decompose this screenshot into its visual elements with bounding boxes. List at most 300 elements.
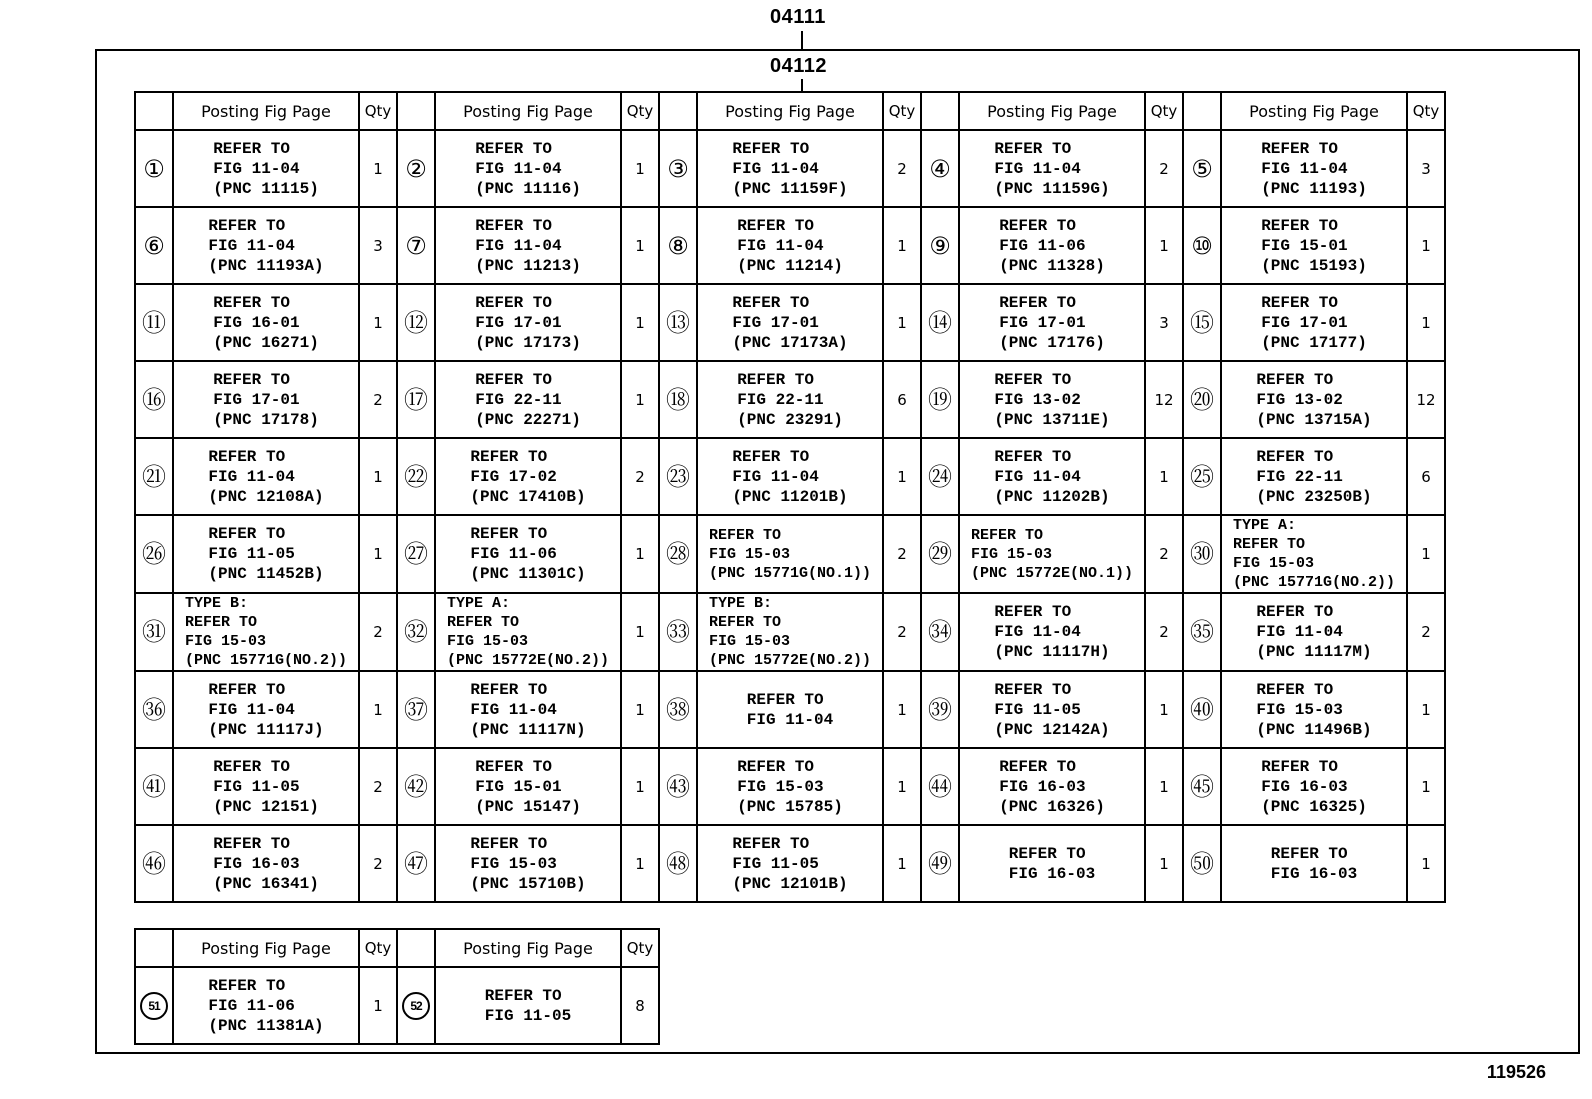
- posting-fig-page-cell: [959, 130, 1145, 207]
- reference-text: REFER TO FIG 11-04 (PNC 11193A): [208, 216, 324, 275]
- qty-cell: 1: [621, 825, 659, 902]
- qty-cell: 6: [1407, 438, 1445, 515]
- posting-fig-page-cell: [435, 515, 621, 593]
- item-number-badge: ⑱: [666, 385, 690, 414]
- item-number-badge: ⑨: [929, 231, 951, 260]
- header-qty: Qty: [621, 92, 659, 130]
- item-number-cell: [921, 130, 959, 207]
- posting-fig-page-cell: [435, 671, 621, 748]
- qty-cell: 1: [883, 671, 921, 748]
- qty-cell: 1: [1145, 207, 1183, 284]
- posting-fig-page-cell: [697, 515, 883, 593]
- item-number-badge: ㊹: [928, 772, 952, 801]
- posting-fig-page-cell: [173, 207, 359, 284]
- item-number-badge: ⑰: [404, 385, 428, 414]
- posting-fig-page-cell: [173, 671, 359, 748]
- qty-cell: 1: [359, 438, 397, 515]
- qty-cell: 2: [1145, 130, 1183, 207]
- item-number-cell: [397, 593, 435, 671]
- reference-text: REFER TO FIG 11-04 (PNC 11214): [737, 216, 843, 275]
- posting-fig-page-cell: [1221, 515, 1407, 593]
- item-number-badge: ③: [667, 154, 689, 183]
- item-number-cell: [659, 130, 697, 207]
- header-number-cell: [921, 92, 959, 130]
- reference-text: REFER TO FIG 11-04 (PNC 11117J): [208, 680, 324, 739]
- reference-text: REFER TO FIG 11-04 (PNC 11213): [475, 216, 581, 275]
- extra-parts-table: [134, 928, 660, 1045]
- qty-cell: 2: [1407, 593, 1445, 671]
- reference-text: REFER TO FIG 22-11 (PNC 23250B): [1256, 447, 1372, 506]
- header-number-cell: [659, 92, 697, 130]
- reference-text: REFER TO FIG 11-05 (PNC 11452B): [208, 525, 324, 583]
- table-row: [135, 361, 1445, 438]
- item-number-cell: [659, 593, 697, 671]
- qty-cell: 1: [621, 130, 659, 207]
- table-row: [135, 671, 1445, 748]
- item-number-badge: ㊾: [928, 849, 952, 878]
- reference-text: REFER TO FIG 11-04 (PNC 11117M): [1256, 603, 1372, 661]
- table-row: [135, 130, 1445, 207]
- qty-cell: 2: [1145, 515, 1183, 593]
- item-number-badge: ⑮: [1190, 308, 1214, 337]
- item-number-badge: ㊶: [142, 772, 166, 801]
- item-number-badge: ㊼: [404, 849, 428, 878]
- qty-cell: 2: [359, 361, 397, 438]
- item-number-badge: ㉛: [142, 618, 166, 646]
- item-number-badge: ㊷: [404, 772, 428, 801]
- posting-fig-page-cell: [697, 671, 883, 748]
- reference-text: REFER TO FIG 16-01 (PNC 16271): [213, 293, 319, 352]
- header-qty: Qty: [359, 929, 397, 967]
- item-number-cell: [1183, 671, 1221, 748]
- item-number-cell: [659, 284, 697, 361]
- qty-cell: 12: [1145, 361, 1183, 438]
- posting-fig-page-cell: [959, 438, 1145, 515]
- item-number-cell: [135, 284, 173, 361]
- posting-fig-page-cell: [697, 438, 883, 515]
- item-number-cell: [397, 284, 435, 361]
- qty-cell: 1: [1145, 438, 1183, 515]
- item-number-badge: ㊻: [142, 849, 166, 878]
- posting-fig-page-cell: [173, 593, 359, 671]
- item-number-badge: ㊱: [142, 695, 166, 724]
- item-number-badge: ⑦: [405, 231, 427, 260]
- item-number-badge: ㉒: [404, 462, 428, 491]
- posting-fig-page-cell: [435, 748, 621, 825]
- item-number-badge: ⑤: [1191, 154, 1213, 183]
- posting-fig-page-cell: [959, 515, 1145, 593]
- reference-text: REFER TO FIG 15-03 (PNC 11496B): [1256, 680, 1372, 739]
- item-number-cell: [397, 361, 435, 438]
- qty-cell: 1: [883, 284, 921, 361]
- qty-cell: 1: [883, 207, 921, 284]
- reference-text: REFER TO FIG 15-03 (PNC 15710B): [470, 834, 586, 893]
- posting-fig-page-cell: [697, 593, 883, 671]
- item-number-cell: [1183, 515, 1221, 593]
- qty-cell: 2: [883, 593, 921, 671]
- posting-fig-page-cell: [697, 207, 883, 284]
- header-posting-fig-page: Posting Fig Page: [697, 92, 883, 130]
- item-number-badge: ⑥: [143, 231, 165, 260]
- qty-cell: 1: [621, 207, 659, 284]
- qty-cell: 2: [359, 825, 397, 902]
- item-number-cell: [1183, 438, 1221, 515]
- posting-fig-page-cell: [959, 284, 1145, 361]
- item-number-cell: [659, 438, 697, 515]
- reference-text: REFER TO FIG 11-06 (PNC 11381A): [208, 976, 324, 1035]
- posting-fig-page-cell: [959, 593, 1145, 671]
- qty-cell: 3: [1407, 130, 1445, 207]
- reference-text: REFER TO FIG 13-02 (PNC 13715A): [1256, 370, 1372, 429]
- reference-text: REFER TO FIG 22-11 (PNC 23291): [737, 370, 843, 429]
- posting-fig-page-cell: [959, 207, 1145, 284]
- reference-text: REFER TO FIG 15-03 (PNC 15785): [737, 757, 843, 816]
- qty-cell: 1: [1407, 207, 1445, 284]
- header-number-cell: [135, 92, 173, 130]
- reference-text: REFER TO FIG 11-04 (PNC 11201B): [732, 447, 848, 506]
- qty-cell: 1: [883, 825, 921, 902]
- posting-fig-page-cell: [1221, 361, 1407, 438]
- qty-cell: 2: [883, 130, 921, 207]
- posting-fig-page-cell: [435, 361, 621, 438]
- posting-fig-page-cell: [697, 361, 883, 438]
- posting-fig-page-cell: [435, 207, 621, 284]
- qty-cell: 1: [621, 284, 659, 361]
- item-number-cell: [659, 207, 697, 284]
- posting-fig-page-cell: [1221, 671, 1407, 748]
- posting-fig-page-cell: [959, 748, 1145, 825]
- header-qty: Qty: [359, 92, 397, 130]
- item-number-badge: ㊵: [1190, 695, 1214, 724]
- qty-cell: 1: [1145, 671, 1183, 748]
- qty-cell: 1: [621, 748, 659, 825]
- posting-fig-page-cell: [435, 130, 621, 207]
- item-number-cell: [921, 825, 959, 902]
- qty-cell: 1: [359, 284, 397, 361]
- item-number-badge: ⑬: [666, 308, 690, 337]
- item-number-cell: [921, 593, 959, 671]
- reference-text: TYPE B: REFER TO FIG 15-03 (PNC 15772E(NO.2)): [708, 595, 872, 669]
- item-number-badge: ㊳: [666, 695, 690, 724]
- reference-text: TYPE A: REFER TO FIG 15-03 (PNC 15772E(NO.2)): [446, 595, 610, 669]
- reference-text: REFER TO FIG 11-04 (PNC 11116): [475, 139, 581, 198]
- item-number-badge: ㊴: [928, 695, 952, 724]
- qty-cell: 6: [883, 361, 921, 438]
- reference-text: REFER TO FIG 11-05 (PNC 12101B): [732, 834, 848, 893]
- posting-fig-page-cell: [1221, 825, 1407, 902]
- posting-fig-page-cell: [697, 748, 883, 825]
- header-qty: Qty: [883, 92, 921, 130]
- posting-fig-page-cell: [173, 361, 359, 438]
- reference-text: REFER TO FIG 16-03 (PNC 16341): [213, 834, 319, 893]
- item-number-badge: ⑫: [404, 308, 428, 337]
- item-number-cell: [135, 967, 173, 1044]
- posting-fig-page-cell: [435, 593, 621, 671]
- item-number-cell: [1183, 207, 1221, 284]
- item-number-badge: ㉜: [404, 618, 428, 646]
- item-number-cell: [1183, 130, 1221, 207]
- item-number-cell: [397, 967, 435, 1044]
- posting-fig-page-cell: [173, 438, 359, 515]
- item-number-badge: ㊲: [404, 695, 428, 724]
- header-posting-fig-page: Posting Fig Page: [173, 92, 359, 130]
- posting-fig-page-cell: [1221, 438, 1407, 515]
- qty-cell: 1: [359, 130, 397, 207]
- reference-text: REFER TO FIG 17-02 (PNC 17410B): [470, 447, 586, 506]
- reference-text: REFER TO FIG 13-02 (PNC 13711E): [994, 370, 1110, 429]
- header-posting-fig-page: Posting Fig Page: [173, 929, 359, 967]
- qty-cell: 1: [883, 748, 921, 825]
- posting-fig-page-cell: [959, 671, 1145, 748]
- item-number-cell: [135, 593, 173, 671]
- posting-fig-page-cell: [1221, 130, 1407, 207]
- reference-text: REFER TO FIG 16-03: [1270, 844, 1358, 883]
- header-qty: Qty: [1407, 92, 1445, 130]
- item-number-cell: [659, 515, 697, 593]
- item-number-badge: ㊸: [666, 772, 690, 801]
- table-row: [135, 284, 1445, 361]
- table-header-row: [135, 929, 659, 967]
- qty-cell: 1: [1407, 748, 1445, 825]
- item-number-badge: ⑯: [142, 385, 166, 414]
- qty-cell: 1: [1407, 671, 1445, 748]
- reference-text: REFER TO FIG 22-11 (PNC 22271): [475, 370, 581, 429]
- item-number-cell: [397, 748, 435, 825]
- reference-text: REFER TO FIG 17-01 (PNC 17178): [213, 370, 319, 429]
- header-posting-fig-page: Posting Fig Page: [435, 929, 621, 967]
- item-number-badge: ⑩: [1191, 231, 1213, 260]
- reference-text: REFER TO FIG 11-05 (PNC 12142A): [994, 680, 1110, 739]
- header-number-cell: [135, 929, 173, 967]
- item-number-badge: ㊿: [1190, 849, 1214, 878]
- posting-fig-page-cell: [435, 967, 621, 1044]
- item-number-badge: ㉔: [928, 462, 952, 491]
- header-posting-fig-page: Posting Fig Page: [1221, 92, 1407, 130]
- item-number-cell: [135, 825, 173, 902]
- item-number-cell: [659, 825, 697, 902]
- item-number-cell: [921, 207, 959, 284]
- item-number-cell: [921, 515, 959, 593]
- posting-fig-page-cell: [1221, 748, 1407, 825]
- reference-text: REFER TO FIG 17-01 (PNC 17173): [475, 293, 581, 352]
- callout-04112: 04112: [770, 55, 828, 77]
- qty-cell: 2: [621, 438, 659, 515]
- qty-cell: 3: [1145, 284, 1183, 361]
- item-number-badge: ㉓: [666, 462, 690, 491]
- item-number-cell: [921, 361, 959, 438]
- item-number-badge: 52: [402, 992, 430, 1020]
- item-number-cell: [921, 284, 959, 361]
- table-row: [135, 593, 1445, 671]
- item-number-cell: [921, 438, 959, 515]
- item-number-badge: ㉗: [404, 540, 428, 568]
- item-number-badge: ①: [143, 154, 165, 183]
- item-number-cell: [1183, 748, 1221, 825]
- item-number-cell: [135, 130, 173, 207]
- item-number-cell: [397, 130, 435, 207]
- table-row: [135, 515, 1445, 593]
- item-number-badge: ⑲: [928, 385, 952, 414]
- qty-cell: 1: [621, 515, 659, 593]
- posting-fig-page-cell: [173, 284, 359, 361]
- table-row: [135, 967, 659, 1044]
- reference-text: REFER TO FIG 16-03 (PNC 16325): [1261, 757, 1367, 816]
- callout-04111: 04111: [770, 6, 826, 28]
- qty-cell: 2: [359, 593, 397, 671]
- posting-fig-page-cell: [1221, 207, 1407, 284]
- reference-text: REFER TO FIG 17-01 (PNC 17177): [1261, 293, 1367, 352]
- header-posting-fig-page: Posting Fig Page: [959, 92, 1145, 130]
- qty-cell: 2: [359, 748, 397, 825]
- item-number-badge: ㉝: [666, 618, 690, 646]
- item-number-badge: ㉕: [1190, 462, 1214, 491]
- item-number-badge: ⑭: [928, 308, 952, 337]
- qty-cell: 3: [359, 207, 397, 284]
- reference-text: REFER TO FIG 15-03 (PNC 15771G(NO.1)): [708, 526, 872, 582]
- item-number-badge: ㉘: [666, 540, 690, 568]
- posting-fig-page-cell: [1221, 593, 1407, 671]
- reference-text: REFER TO FIG 16-03 (PNC 16326): [999, 757, 1105, 816]
- callout-leader-line: [801, 31, 803, 49]
- item-number-badge: 51: [140, 992, 168, 1020]
- posting-fig-page-cell: [697, 825, 883, 902]
- header-number-cell: [397, 929, 435, 967]
- item-number-badge: ④: [929, 154, 951, 183]
- item-number-badge: ⑧: [667, 231, 689, 260]
- posting-fig-page-cell: [173, 967, 359, 1044]
- reference-text: REFER TO FIG 11-06 (PNC 11301C): [470, 525, 586, 583]
- qty-cell: 1: [621, 593, 659, 671]
- qty-cell: 1: [359, 515, 397, 593]
- item-number-cell: [397, 207, 435, 284]
- item-number-badge: ②: [405, 154, 427, 183]
- qty-cell: 1: [1407, 825, 1445, 902]
- posting-fig-page-cell: [173, 515, 359, 593]
- qty-cell: 1: [1145, 825, 1183, 902]
- item-number-badge: ㉙: [928, 540, 952, 568]
- item-number-badge: ⑳: [1190, 385, 1214, 414]
- qty-cell: 1: [359, 671, 397, 748]
- table-row: [135, 438, 1445, 515]
- qty-cell: 1: [1407, 515, 1445, 593]
- item-number-cell: [397, 438, 435, 515]
- reference-text: TYPE B: REFER TO FIG 15-03 (PNC 15771G(NO.2)): [184, 595, 348, 669]
- header-qty: Qty: [1145, 92, 1183, 130]
- posting-fig-page-cell: [173, 825, 359, 902]
- item-number-cell: [135, 361, 173, 438]
- parts-reference-table: [134, 91, 1446, 903]
- item-number-cell: [921, 748, 959, 825]
- reference-text: REFER TO FIG 15-01 (PNC 15193): [1261, 216, 1367, 275]
- reference-text: TYPE A: REFER TO FIG 15-03 (PNC 15771G(NO.2)): [1232, 517, 1396, 591]
- qty-cell: 1: [1145, 748, 1183, 825]
- reference-text: REFER TO FIG 11-04: [746, 690, 834, 729]
- item-number-badge: ㉖: [142, 540, 166, 568]
- posting-fig-page-cell: [959, 361, 1145, 438]
- reference-text: REFER TO FIG 11-04 (PNC 11117H): [994, 603, 1110, 661]
- item-number-cell: [135, 748, 173, 825]
- item-number-cell: [1183, 284, 1221, 361]
- qty-cell: 1: [359, 967, 397, 1044]
- qty-cell: 1: [1407, 284, 1445, 361]
- table-row: [135, 207, 1445, 284]
- reference-text: REFER TO FIG 11-04 (PNC 11202B): [994, 447, 1110, 506]
- header-qty: Qty: [621, 929, 659, 967]
- table-row: [135, 825, 1445, 902]
- item-number-badge: ㉚: [1190, 540, 1214, 568]
- reference-text: REFER TO FIG 11-04 (PNC 11159F): [732, 139, 848, 198]
- reference-text: REFER TO FIG 11-06 (PNC 11328): [999, 216, 1105, 275]
- reference-text: REFER TO FIG 11-04 (PNC 11159G): [994, 139, 1110, 198]
- reference-text: REFER TO FIG 15-03 (PNC 15772E(NO.1)): [970, 526, 1134, 582]
- table-row: [135, 748, 1445, 825]
- item-number-cell: [135, 671, 173, 748]
- reference-text: REFER TO FIG 11-04 (PNC 12108A): [208, 447, 324, 506]
- posting-fig-page-cell: [435, 284, 621, 361]
- posting-fig-page-cell: [435, 825, 621, 902]
- item-number-cell: [659, 361, 697, 438]
- qty-cell: 8: [621, 967, 659, 1044]
- posting-fig-page-cell: [697, 284, 883, 361]
- posting-fig-page-cell: [173, 748, 359, 825]
- reference-text: REFER TO FIG 11-04 (PNC 11115): [213, 139, 319, 198]
- item-number-badge: ㉟: [1190, 618, 1214, 646]
- header-number-cell: [1183, 92, 1221, 130]
- header-posting-fig-page: Posting Fig Page: [435, 92, 621, 130]
- item-number-badge: ㉑: [142, 462, 166, 491]
- reference-text: REFER TO FIG 11-05: [484, 986, 572, 1025]
- posting-fig-page-cell: [173, 130, 359, 207]
- reference-text: REFER TO FIG 15-01 (PNC 15147): [475, 757, 581, 816]
- item-number-cell: [397, 671, 435, 748]
- reference-text: REFER TO FIG 11-04 (PNC 11117N): [470, 680, 586, 739]
- item-number-cell: [135, 438, 173, 515]
- item-number-cell: [397, 515, 435, 593]
- item-number-badge: ⑪: [142, 308, 166, 337]
- posting-fig-page-cell: [435, 438, 621, 515]
- reference-text: REFER TO FIG 17-01 (PNC 17173A): [732, 293, 848, 352]
- qty-cell: 1: [621, 671, 659, 748]
- qty-cell: 1: [883, 438, 921, 515]
- posting-fig-page-cell: [1221, 284, 1407, 361]
- qty-cell: 2: [883, 515, 921, 593]
- qty-cell: 2: [1145, 593, 1183, 671]
- item-number-badge: ㊺: [1190, 772, 1214, 801]
- item-number-cell: [659, 748, 697, 825]
- item-number-cell: [1183, 825, 1221, 902]
- qty-cell: 1: [621, 361, 659, 438]
- header-number-cell: [397, 92, 435, 130]
- item-number-badge: ㉞: [928, 618, 952, 646]
- reference-text: REFER TO FIG 16-03: [1008, 844, 1096, 883]
- item-number-cell: [135, 515, 173, 593]
- item-number-cell: [1183, 361, 1221, 438]
- item-number-badge: ㊽: [666, 849, 690, 878]
- item-number-cell: [135, 207, 173, 284]
- qty-cell: 12: [1407, 361, 1445, 438]
- item-number-cell: [397, 825, 435, 902]
- reference-text: REFER TO FIG 17-01 (PNC 17176): [999, 293, 1105, 352]
- illustration-code: 119526: [1486, 1062, 1546, 1082]
- posting-fig-page-cell: [697, 130, 883, 207]
- posting-fig-page-cell: [959, 825, 1145, 902]
- reference-text: REFER TO FIG 11-05 (PNC 12151): [213, 757, 319, 816]
- table-header-row: [135, 92, 1445, 130]
- item-number-cell: [659, 671, 697, 748]
- reference-text: REFER TO FIG 11-04 (PNC 11193): [1261, 139, 1367, 198]
- item-number-cell: [1183, 593, 1221, 671]
- item-number-cell: [921, 671, 959, 748]
